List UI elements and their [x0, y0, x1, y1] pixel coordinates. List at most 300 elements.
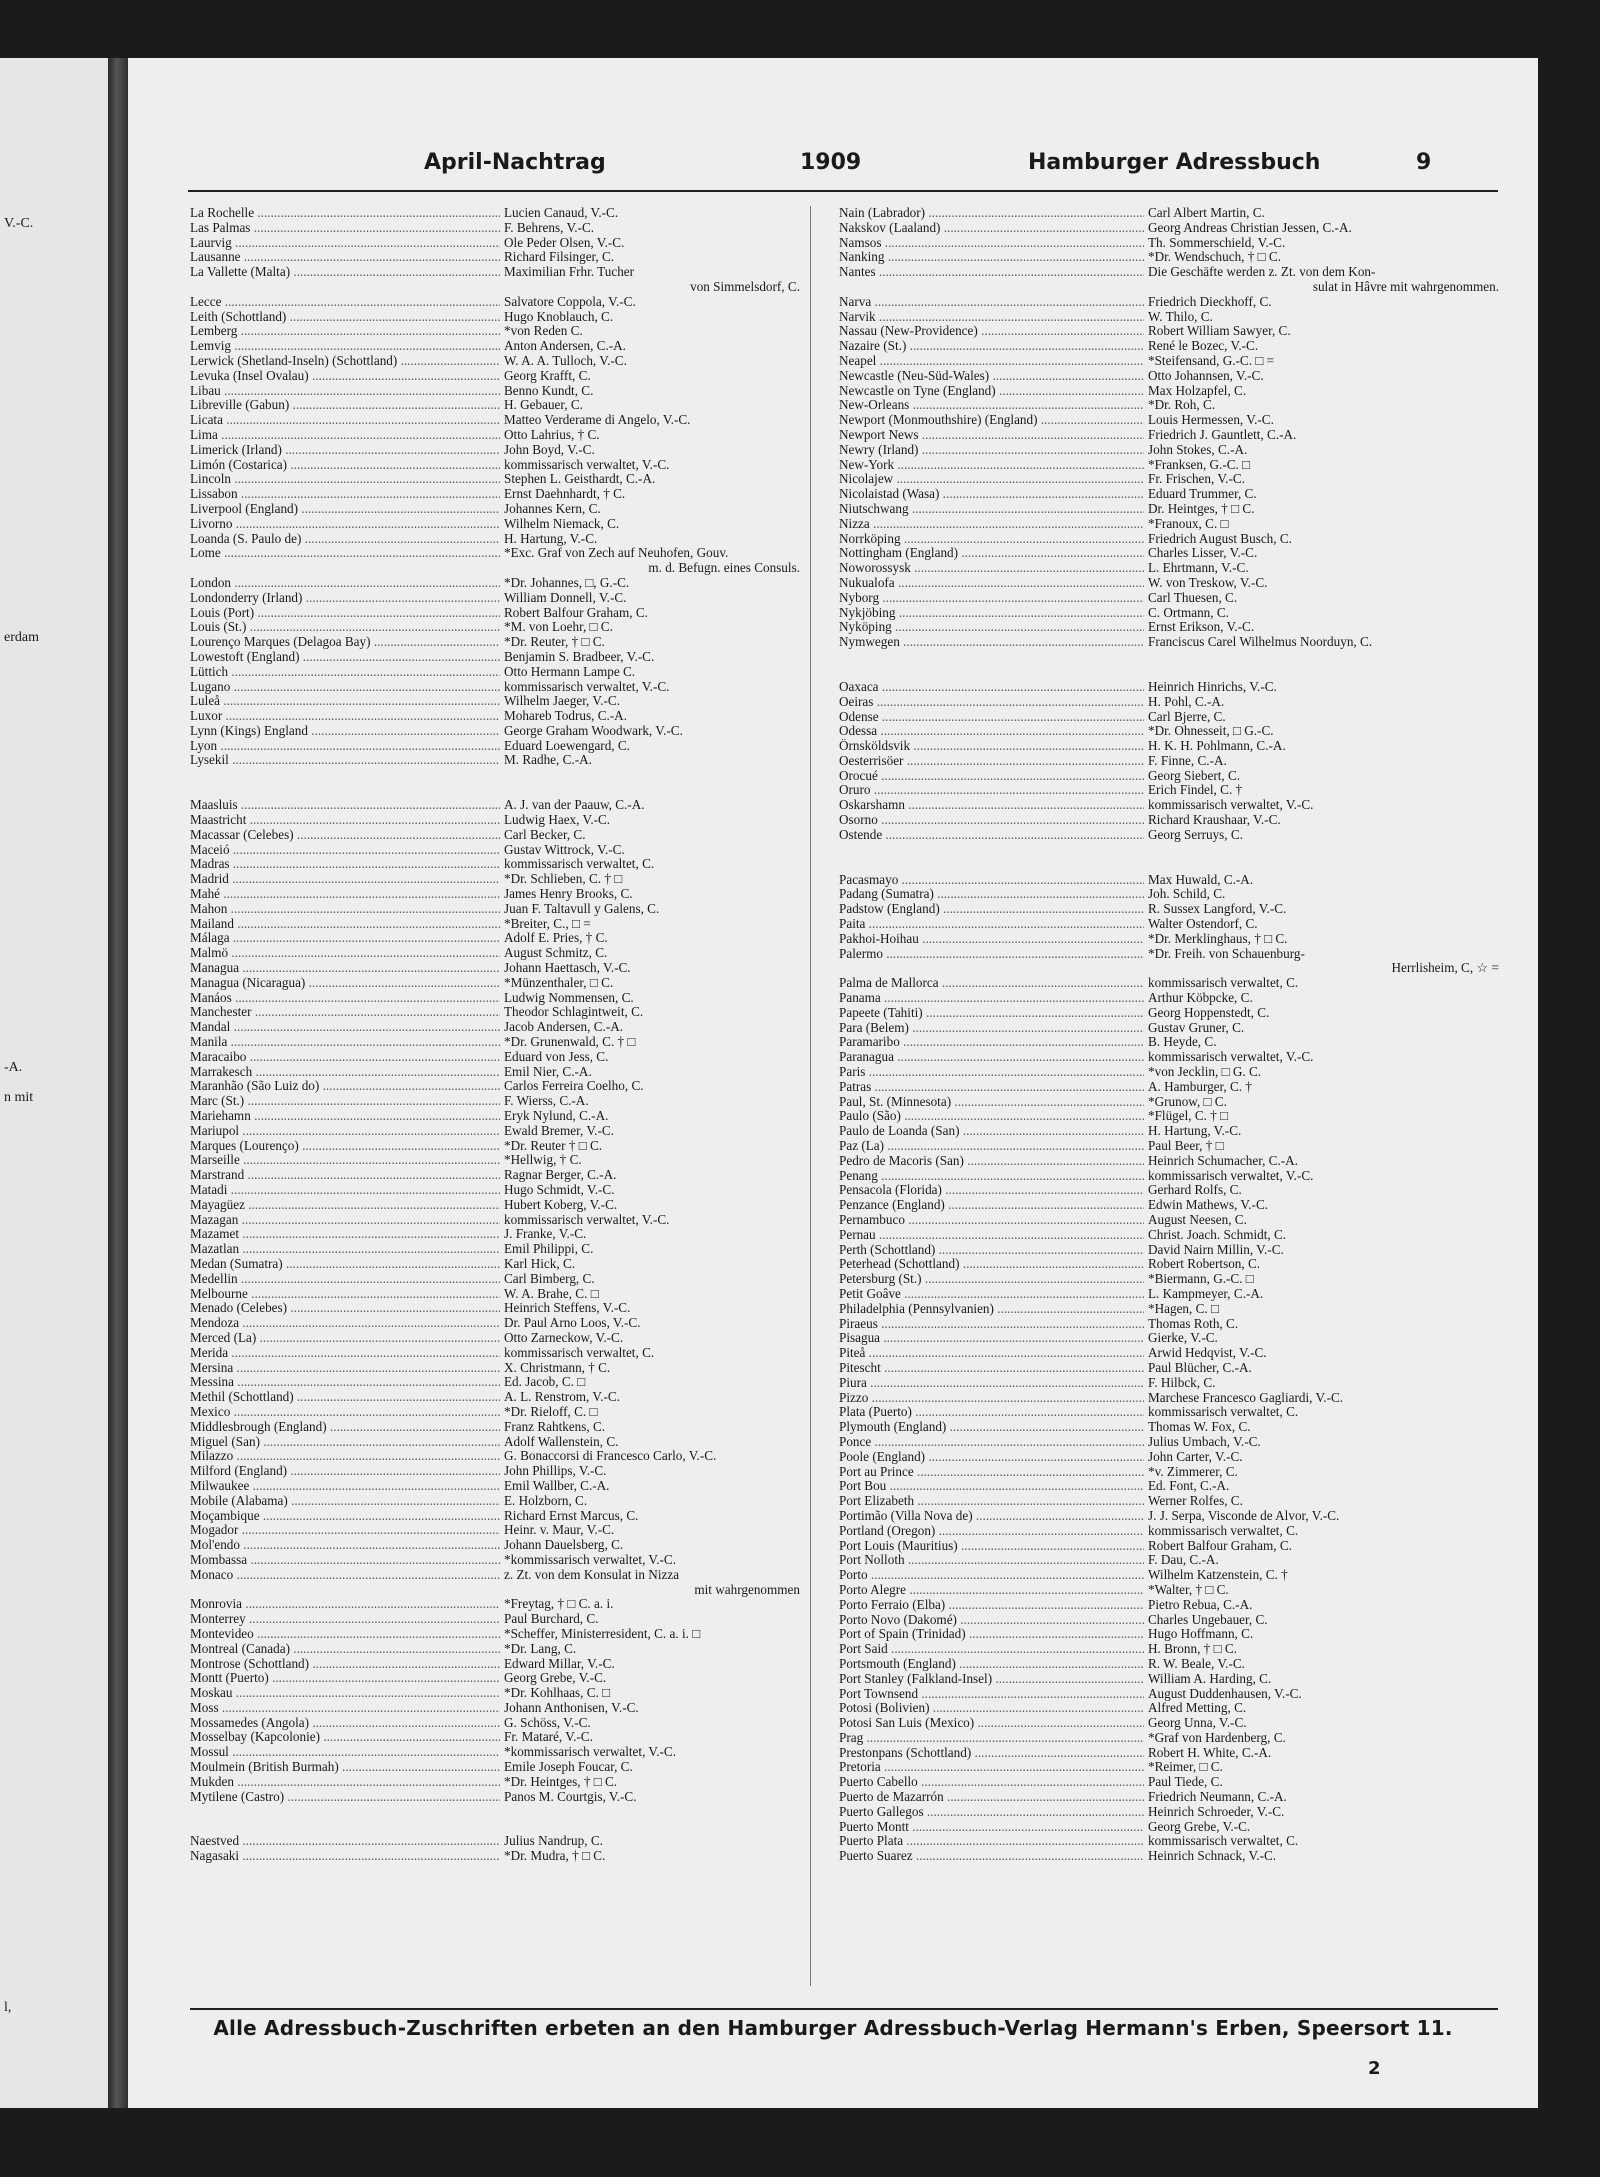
entry-place: Matadi ..... — [190, 1183, 500, 1198]
entry-place: Pakhoi-Hoihau ..... — [839, 932, 1144, 947]
entry-place: Libreville (Gabun) ..... — [190, 398, 500, 413]
entry-place: Medan (Sumatra) ..... — [190, 1257, 500, 1272]
entry-place: Monrovia ..... — [190, 1597, 500, 1612]
entry-consul: *Hagen, C. □ — [1148, 1300, 1219, 1316]
entry-place: Puerto Gallegos ..... — [839, 1805, 1144, 1820]
directory-entry — [190, 1213, 800, 1228]
directory-entry — [190, 1301, 800, 1316]
entry-place: Laurvig ..... — [190, 236, 500, 251]
directory-entry — [190, 828, 800, 843]
directory-entry — [839, 739, 1499, 754]
directory-entry — [839, 339, 1499, 354]
entry-place: Montevideo ..... — [190, 1627, 500, 1642]
directory-entry — [839, 1790, 1499, 1805]
directory-entry — [839, 1243, 1499, 1258]
entry-consul: Gerhard Rolfs, C. — [1148, 1182, 1242, 1198]
entry-place: La Vallette (Malta) ..... — [190, 265, 500, 280]
directory-entry — [190, 472, 800, 487]
left-column — [190, 206, 800, 1864]
directory-entry — [839, 1568, 1499, 1583]
entry-place: Paranagua ..... — [839, 1050, 1144, 1065]
directory-entry — [839, 428, 1499, 443]
entry-place: Odessa ..... — [839, 724, 1144, 739]
entry-consul: Wilhelm Katzenstein, C. † — [1148, 1567, 1288, 1583]
entry-consul: *Graf von Hardenberg, C. — [1148, 1729, 1286, 1745]
entry-consul: *Steifensand, G.-C. □ = — [1148, 352, 1275, 368]
directory-entry — [190, 798, 800, 813]
footer-rule — [190, 2008, 1498, 2010]
entry-consul: kommissarisch verwaltet, V.-C. — [1148, 1049, 1314, 1065]
entry-place: Newport (Monmouthshire) (England) ..... — [839, 413, 1144, 428]
entry-place: Oesterrisöer ..... — [839, 754, 1144, 769]
directory-entry — [190, 1346, 800, 1361]
entry-place: Perth (Schottland) ..... — [839, 1243, 1144, 1258]
directory-entry — [190, 428, 800, 443]
directory-entry — [839, 1228, 1499, 1243]
directory-entry — [190, 1523, 800, 1538]
directory-entry — [839, 413, 1499, 428]
entry-place: Prag ..... — [839, 1731, 1144, 1746]
entry-consul: E. Holzborn, C. — [504, 1492, 588, 1508]
entry-consul: Thomas W. Fox, C. — [1148, 1419, 1251, 1435]
entry-place: Neapel ..... — [839, 354, 1144, 369]
entry-place: Pizzo ..... — [839, 1391, 1144, 1406]
directory-entry — [839, 1731, 1499, 1746]
entry-place: Mytilene (Castro) ..... — [190, 1790, 500, 1805]
directory-entry — [839, 1050, 1499, 1065]
directory-entry — [190, 843, 800, 858]
prev-page-fragment: l, — [4, 2000, 12, 2015]
entry-consul: kommissarisch verwaltet, C. — [1148, 1833, 1299, 1849]
entry-consul: *Dr. Johannes, □, G.-C. — [504, 574, 630, 590]
directory-entry — [839, 1849, 1499, 1864]
directory-entry — [839, 606, 1499, 621]
entry-consul: *Dr. Wendschuch, † □ C. — [1148, 249, 1282, 265]
entry-consul: X. Christmann, † C. — [504, 1359, 611, 1375]
directory-entry — [839, 1657, 1499, 1672]
directory-entry — [190, 902, 800, 917]
entry-consul: Friedrich J. Gauntlett, C.-A. — [1148, 426, 1297, 442]
entry-consul: Richard Ernst Marcus, C. — [504, 1507, 639, 1523]
entry-place: Norrköping ..... — [839, 532, 1144, 547]
entry-consul: Marchese Francesco Gagliardi, V.-C. — [1148, 1389, 1344, 1405]
entry-consul: L. Ehrtmann, V.-C. — [1148, 560, 1249, 576]
entry-place: Puerto Suarez ..... — [839, 1849, 1144, 1864]
entry-place: Nizza ..... — [839, 517, 1144, 532]
entry-place: Paz (La) ..... — [839, 1139, 1144, 1154]
entry-place: Piraeus ..... — [839, 1317, 1144, 1332]
entry-consul: Carl Thuesen, C. — [1148, 589, 1238, 605]
entry-consul: Emil Wallber, C.-A. — [504, 1477, 610, 1493]
directory-entry — [839, 1820, 1499, 1835]
entry-consul: Werner Rolfes, C. — [1148, 1493, 1243, 1509]
entry-consul: Ed. Font, C.-A. — [1148, 1478, 1230, 1494]
directory-entry — [839, 1450, 1499, 1465]
entry-place: Merida ..... — [190, 1346, 500, 1361]
entry-consul: Otto Lahrius, † C. — [504, 426, 600, 442]
entry-consul: Otto Hermann Lampe C. — [504, 663, 636, 679]
directory-entry — [839, 1479, 1499, 1494]
entry-place: Puerto Plata ..... — [839, 1834, 1144, 1849]
entry-consul: *M. von Loehr, □ C. — [504, 619, 613, 635]
directory-entry — [190, 1020, 800, 1035]
entry-place: Mailand ..... — [190, 917, 500, 932]
entry-consul: Fr. Mataré, V.-C. — [504, 1729, 593, 1745]
entry-place: Nyköping ..... — [839, 620, 1144, 635]
directory-entry — [190, 310, 800, 325]
entry-consul: Eduard von Jess, C. — [504, 1048, 609, 1064]
directory-entry — [190, 1790, 800, 1805]
entry-place: Licata ..... — [190, 413, 500, 428]
entry-place: Pernambuco ..... — [839, 1213, 1144, 1228]
entry-consul: Paul Blücher, C.-A. — [1148, 1359, 1252, 1375]
entry-place: Levuka (Insel Ovalau) ..... — [190, 369, 500, 384]
directory-entry — [190, 1553, 800, 1568]
entry-place: New-York ..... — [839, 458, 1144, 473]
entry-consul: *Hellwig, † C. — [504, 1152, 582, 1168]
entry-place: Mol'endo ..... — [190, 1538, 500, 1553]
entry-consul: Franciscus Carel Wilhelmus Noorduyn, C. — [1148, 634, 1373, 650]
entry-consul: Ludwig Nommensen, C. — [504, 989, 634, 1005]
entry-consul: Maximilian Frhr. Tucher — [504, 264, 635, 280]
entry-consul: *Breiter, C., □ = — [504, 915, 591, 931]
entry-place: Pedro de Macoris (San) ..... — [839, 1154, 1144, 1169]
directory-entry — [839, 532, 1499, 547]
entry-consul: *Dr. Reuter, † □ C. — [504, 634, 605, 650]
entry-consul: H. K. H. Pohlmann, C.-A. — [1148, 738, 1286, 754]
entry-place: Mombassa ..... — [190, 1553, 500, 1568]
entry-consul: M. Radhe, C.-A. — [504, 752, 592, 768]
entry-place: Puerto Montt ..... — [839, 1820, 1144, 1835]
directory-entry — [190, 991, 800, 1006]
directory-entry — [190, 1035, 800, 1050]
directory-entry — [190, 1642, 800, 1657]
directory-entry — [839, 561, 1499, 576]
directory-entry — [190, 1183, 800, 1198]
directory-entry — [839, 769, 1499, 784]
entry-consul: Johannes Kern, C. — [504, 500, 601, 516]
entry-consul: August Duddenhausen, V.-C. — [1148, 1685, 1302, 1701]
directory-entry — [190, 1094, 800, 1109]
entry-place: Loanda (S. Paulo de) ..... — [190, 532, 500, 547]
entry-consul: Walter Ostendorf, C. — [1148, 916, 1258, 932]
entry-consul: kommissarisch verwaltet, V.-C. — [1148, 1167, 1314, 1183]
entry-place: Port of Spain (Trinidad) ..... — [839, 1627, 1144, 1642]
entry-consul: *Walter, † □ C. — [1148, 1581, 1229, 1597]
entry-consul: B. Heyde, C. — [1148, 1034, 1217, 1050]
entry-place: Petit Goâve ..... — [839, 1287, 1144, 1302]
directory-entry — [190, 1375, 800, 1390]
entry-consul: Heinrich Schroeder, V.-C. — [1148, 1803, 1285, 1819]
directory-entry — [839, 1361, 1499, 1376]
page-header — [128, 150, 1538, 190]
entry-consul: Robert H. White, C.-A. — [1148, 1744, 1272, 1760]
directory-entry — [190, 694, 800, 709]
entry-place: Paita ..... — [839, 917, 1144, 932]
entry-consul: *v. Zimmerer, C. — [1148, 1463, 1238, 1479]
entry-place: Moskau ..... — [190, 1686, 500, 1701]
entry-consul: Louis Hermessen, V.-C. — [1148, 412, 1274, 428]
entry-place: Nassau (New-Providence) ..... — [839, 324, 1144, 339]
directory-entry — [839, 1701, 1499, 1716]
directory-entry — [190, 887, 800, 902]
entry-consul: C. Ortmann, C. — [1148, 604, 1229, 620]
entry-place: Porto ..... — [839, 1568, 1144, 1583]
entry-consul: *Münzenthaler, □ C. — [504, 974, 614, 990]
entry-place: Pernau ..... — [839, 1228, 1144, 1243]
directory-entry — [190, 650, 800, 665]
entry-place: Newry (Irland) ..... — [839, 443, 1144, 458]
directory-entry — [190, 1686, 800, 1701]
entry-consul: Stephen L. Geisthardt, C.-A. — [504, 471, 656, 487]
directory-entry — [190, 680, 800, 695]
directory-entry — [839, 398, 1499, 413]
entry-place: Lowestoft (England) ..... — [190, 650, 500, 665]
address-book-page — [128, 58, 1538, 2108]
directory-entry — [839, 798, 1499, 813]
entry-consul: Johann Anthonisen, V.-C. — [504, 1699, 639, 1715]
entry-place: Nykjöbing ..... — [839, 606, 1144, 621]
entry-continuation: Herrlisheim, C, ☆ = — [1391, 960, 1499, 976]
entry-consul: Julius Umbach, V.-C. — [1148, 1433, 1261, 1449]
directory-entry — [839, 1760, 1499, 1775]
directory-entry — [839, 1716, 1499, 1731]
entry-place: Menado (Celebes) ..... — [190, 1301, 500, 1316]
directory-entry — [839, 1065, 1499, 1080]
entry-place: Palermo ..... — [839, 947, 1144, 962]
directory-entry — [839, 1035, 1499, 1050]
entry-place: Monaco ..... — [190, 1568, 500, 1583]
entry-place: Lome ..... — [190, 546, 500, 561]
entry-consul: George Graham Woodwark, V.-C. — [504, 722, 683, 738]
entry-consul: Otto Zarneckow, V.-C. — [504, 1329, 624, 1345]
entry-consul: Wilhelm Jaeger, V.-C. — [504, 693, 621, 709]
entry-consul: Robert Balfour Graham, C. — [504, 604, 648, 620]
directory-entry — [190, 813, 800, 828]
section-gap — [190, 1804, 800, 1834]
directory-entry — [839, 472, 1499, 487]
entry-consul: Hubert Koberg, V.-C. — [504, 1196, 618, 1212]
entry-place: Pisagua ..... — [839, 1331, 1144, 1346]
directory-entry — [839, 1272, 1499, 1287]
entry-consul: kommissarisch verwaltet, C. — [1148, 1404, 1299, 1420]
directory-entry — [190, 1227, 800, 1242]
entry-place: Lysekil ..... — [190, 753, 500, 768]
directory-entry — [190, 1568, 800, 1583]
entry-consul: Benno Kundt, C. — [504, 382, 594, 398]
entry-continuation: von Simmelsdorf, C. — [690, 278, 800, 294]
directory-entry — [190, 1657, 800, 1672]
directory-entry — [839, 1405, 1499, 1420]
entry-consul: Johann Haettasch, V.-C. — [504, 960, 631, 976]
directory-entry — [839, 1006, 1499, 1021]
section-gap — [839, 650, 1499, 680]
directory-entry — [190, 1760, 800, 1775]
entry-consul: Ernst Erikson, V.-C. — [1148, 619, 1255, 635]
directory-entry — [190, 1597, 800, 1612]
entry-place: Mexico ..... — [190, 1405, 500, 1420]
entry-place: Prestonpans (Schottland) ..... — [839, 1746, 1144, 1761]
entry-place: Porto Alegre ..... — [839, 1583, 1144, 1598]
entry-consul: *Flügel, C. † □ — [1148, 1108, 1229, 1124]
directory-entry — [839, 1509, 1499, 1524]
entry-consul: Hugo Schmidt, V.-C. — [504, 1182, 615, 1197]
entry-place: Port au Prince ..... — [839, 1465, 1144, 1480]
entry-place: Lourenço Marques (Delagoa Bay) ..... — [190, 635, 500, 650]
entry-place: Odense ..... — [839, 710, 1144, 725]
directory-entry — [190, 1834, 800, 1849]
directory-entry — [839, 1642, 1499, 1657]
entry-place: Nanking ..... — [839, 250, 1144, 265]
entry-place: Milford (England) ..... — [190, 1464, 500, 1479]
entry-place: Newcastle on Tyne (England) ..... — [839, 384, 1144, 399]
directory-entry — [839, 1169, 1499, 1184]
directory-entry — [190, 1730, 800, 1745]
entry-consul: Karl Hick, C. — [504, 1255, 576, 1271]
directory-entry — [839, 1805, 1499, 1820]
entry-consul: Eryk Nylund, C.-A. — [504, 1108, 609, 1124]
entry-consul: Matteo Verderame di Angelo, V.-C. — [504, 412, 691, 428]
entry-consul: John Carter, V.-C. — [1148, 1448, 1243, 1464]
entry-consul: Arwid Hedqvist, V.-C. — [1148, 1345, 1267, 1361]
entry-consul: *Dr. Lang, C. — [504, 1640, 577, 1656]
entry-place: Örnsköldsvik ..... — [839, 739, 1144, 754]
entry-place: Port Said ..... — [839, 1642, 1144, 1657]
entry-consul: Carl Albert Martin, C. — [1148, 205, 1265, 220]
entry-place: Nantes ..... — [839, 265, 1144, 280]
entry-place: Potosi (Bolivien) ..... — [839, 1701, 1144, 1716]
entry-place: Padang (Sumatra) ..... — [839, 887, 1144, 902]
entry-place: Managua (Nicaragua) ..... — [190, 976, 500, 991]
entry-place: Portsmouth (England) ..... — [839, 1657, 1144, 1672]
entry-consul: kommissarisch verwaltet, V.-C. — [504, 1211, 670, 1227]
entry-consul: John Phillips, V.-C. — [504, 1463, 607, 1479]
entry-place: Nagasaki ..... — [190, 1849, 500, 1864]
entry-consul: Mohareb Todrus, C.-A. — [504, 708, 628, 724]
entry-place: Mandal ..... — [190, 1020, 500, 1035]
entry-consul: John Stokes, C.-A. — [1148, 441, 1248, 457]
entry-consul: Arthur Köbpcke, C. — [1148, 990, 1253, 1006]
directory-entry — [190, 487, 800, 502]
entry-place: Namsos ..... — [839, 236, 1144, 251]
footer-notice: Alle Adressbuch-Zuschriften erbeten an den Hamburger Adressbuch-Verlag Hermann's Erben, Speersort 11. — [213, 2016, 1453, 2040]
entry-place: Limerick (Irland) ..... — [190, 443, 500, 458]
entry-place: Louis (Port) ..... — [190, 606, 500, 621]
entry-place: Port Nolloth ..... — [839, 1553, 1144, 1568]
directory-entry — [839, 1124, 1499, 1139]
directory-entry — [190, 1065, 800, 1080]
entry-consul: Gustav Wittrock, V.-C. — [504, 841, 625, 857]
entry-consul: Paul Tiede, C. — [1148, 1774, 1223, 1790]
entry-place: Medellin ..... — [190, 1272, 500, 1287]
directory-entry — [190, 1745, 800, 1760]
entry-consul: Georg Siebert, C. — [1148, 767, 1241, 783]
entry-place: Manchester ..... — [190, 1005, 500, 1020]
entry-place: Maracaibo ..... — [190, 1050, 500, 1065]
directory-entry — [839, 487, 1499, 502]
entry-place: Porto Ferraio (Elba) ..... — [839, 1598, 1144, 1613]
entry-consul: Robert Balfour Graham, C. — [1148, 1537, 1292, 1553]
entry-place: Nakskov (Laaland) ..... — [839, 221, 1144, 236]
directory-entry — [190, 1849, 800, 1864]
entry-consul: Julius Nandrup, C. — [504, 1833, 603, 1849]
entry-consul: William Donnell, V.-C. — [504, 589, 627, 605]
entry-place: Piura ..... — [839, 1376, 1144, 1391]
entry-place: Paramaribo ..... — [839, 1035, 1144, 1050]
entry-consul: Heinr. v. Maur, V.-C. — [504, 1522, 615, 1538]
entry-consul: kommissarisch verwaltet, V.-C. — [1148, 797, 1314, 813]
header-section-title: April-Nachtrag — [424, 150, 606, 175]
entry-consul: Richard Filsinger, C. — [504, 249, 615, 265]
directory-entry — [839, 1257, 1499, 1272]
directory-entry — [839, 369, 1499, 384]
directory-entry — [190, 976, 800, 991]
entry-place: Padstow (England) ..... — [839, 902, 1144, 917]
directory-entry — [190, 206, 800, 221]
entry-consul: Lucien Canaud, V.-C. — [504, 205, 619, 220]
directory-entry — [839, 546, 1499, 561]
previous-page-edge — [0, 58, 112, 2108]
entry-consul: Carl Becker, C. — [504, 826, 586, 842]
entry-place: Managua ..... — [190, 961, 500, 976]
directory-entry — [839, 206, 1499, 221]
directory-entry — [839, 947, 1499, 962]
entry-place: Manáos ..... — [190, 991, 500, 1006]
directory-entry — [839, 1598, 1499, 1613]
directory-entry — [190, 354, 800, 369]
directory-entry — [839, 917, 1499, 932]
entry-consul: H. Hartung, V.-C. — [504, 530, 598, 546]
entry-place: Naestved ..... — [190, 1834, 500, 1849]
prev-page-fragment: -A. — [4, 1060, 23, 1075]
directory-entry — [190, 1124, 800, 1139]
entry-consul: *Dr. Kohlhaas, C. □ — [504, 1685, 611, 1701]
entry-consul: F. Hilbck, C. — [1148, 1374, 1216, 1390]
directory-entry — [190, 753, 800, 768]
directory-entry — [839, 1465, 1499, 1480]
directory-entry — [190, 665, 800, 680]
directory-entry — [839, 1746, 1499, 1761]
entry-place: Montrose (Schottland) ..... — [190, 1657, 500, 1672]
directory-entry — [190, 576, 800, 591]
directory-entry — [190, 872, 800, 887]
entry-continuation: sulat in Hâvre mit wahrgenommen. — [1312, 278, 1499, 294]
directory-entry — [190, 946, 800, 961]
entry-place: Messina ..... — [190, 1375, 500, 1390]
directory-entry — [839, 1672, 1499, 1687]
directory-entry — [839, 1183, 1499, 1198]
entry-consul: F. Finne, C.-A. — [1148, 752, 1227, 768]
entry-place: Melbourne ..... — [190, 1287, 500, 1302]
entry-consul: *Dr. Grunenwald, C. † □ — [504, 1034, 636, 1050]
directory-entry — [839, 902, 1499, 917]
entry-consul: David Nairn Millin, V.-C. — [1148, 1241, 1284, 1257]
directory-entry — [839, 1627, 1499, 1642]
directory-entry — [190, 857, 800, 872]
entry-place: Port Louis (Mauritius) ..... — [839, 1539, 1144, 1554]
entry-consul: James Henry Brooks, C. — [504, 886, 633, 902]
entry-consul: Ludwig Haex, V.-C. — [504, 812, 611, 828]
entry-consul: Eduard Loewengard, C. — [504, 737, 630, 753]
entry-place: Noworossysk ..... — [839, 561, 1144, 576]
directory-entry — [839, 591, 1499, 606]
entry-place: Paul, St. (Minnesota) ..... — [839, 1095, 1144, 1110]
directory-entry — [190, 1390, 800, 1405]
directory-entry — [190, 398, 800, 413]
entry-place: Oaxaca ..... — [839, 680, 1144, 695]
entry-consul: Franz Rahtkens, C. — [504, 1418, 606, 1434]
directory-entry — [190, 1538, 800, 1553]
